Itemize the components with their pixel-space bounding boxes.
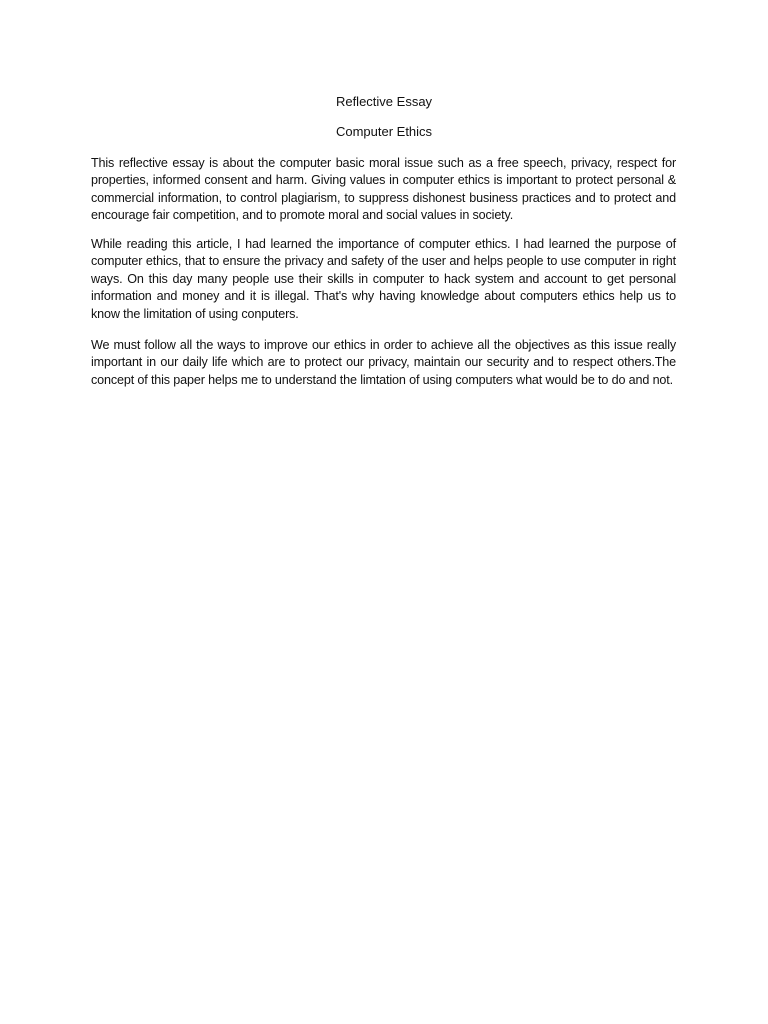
paragraph-2: While reading this article, I had learned the importance of computer ethics. I had learned the purpose of computer ethics, that to ensure the privacy and safety of the user and helps people to use computer in right ways. On this day many people use their skills in computer to hack system and account to get personal information and money and it is illegal. That's why having knowledge about computers ethics help us to know the limitation of using conputers. [91, 237, 676, 321]
paragraph-1: This reflective essay is about the computer basic moral issue such as a free speech, privacy, respect for properties, informed consent and harm. Giving values in computer ethics is important to protect personal & commercial information, to control plagiarism, to suppress dishonest business practices and to protect and encourage fair competition, and to promote moral and social values in society. [91, 156, 676, 223]
essay-subtitle: Computer Ethics [335, 124, 433, 139]
essay-title: Reflective Essay [335, 94, 433, 109]
paragraph-3: We must follow all the ways to improve our ethics in order to achieve all the objectives as this issue really important in our daily life which are to protect our privacy, maintain our security and to respect others.The concept of this paper helps me to understand the limtation of using computers what would be to do and not. [91, 338, 676, 387]
